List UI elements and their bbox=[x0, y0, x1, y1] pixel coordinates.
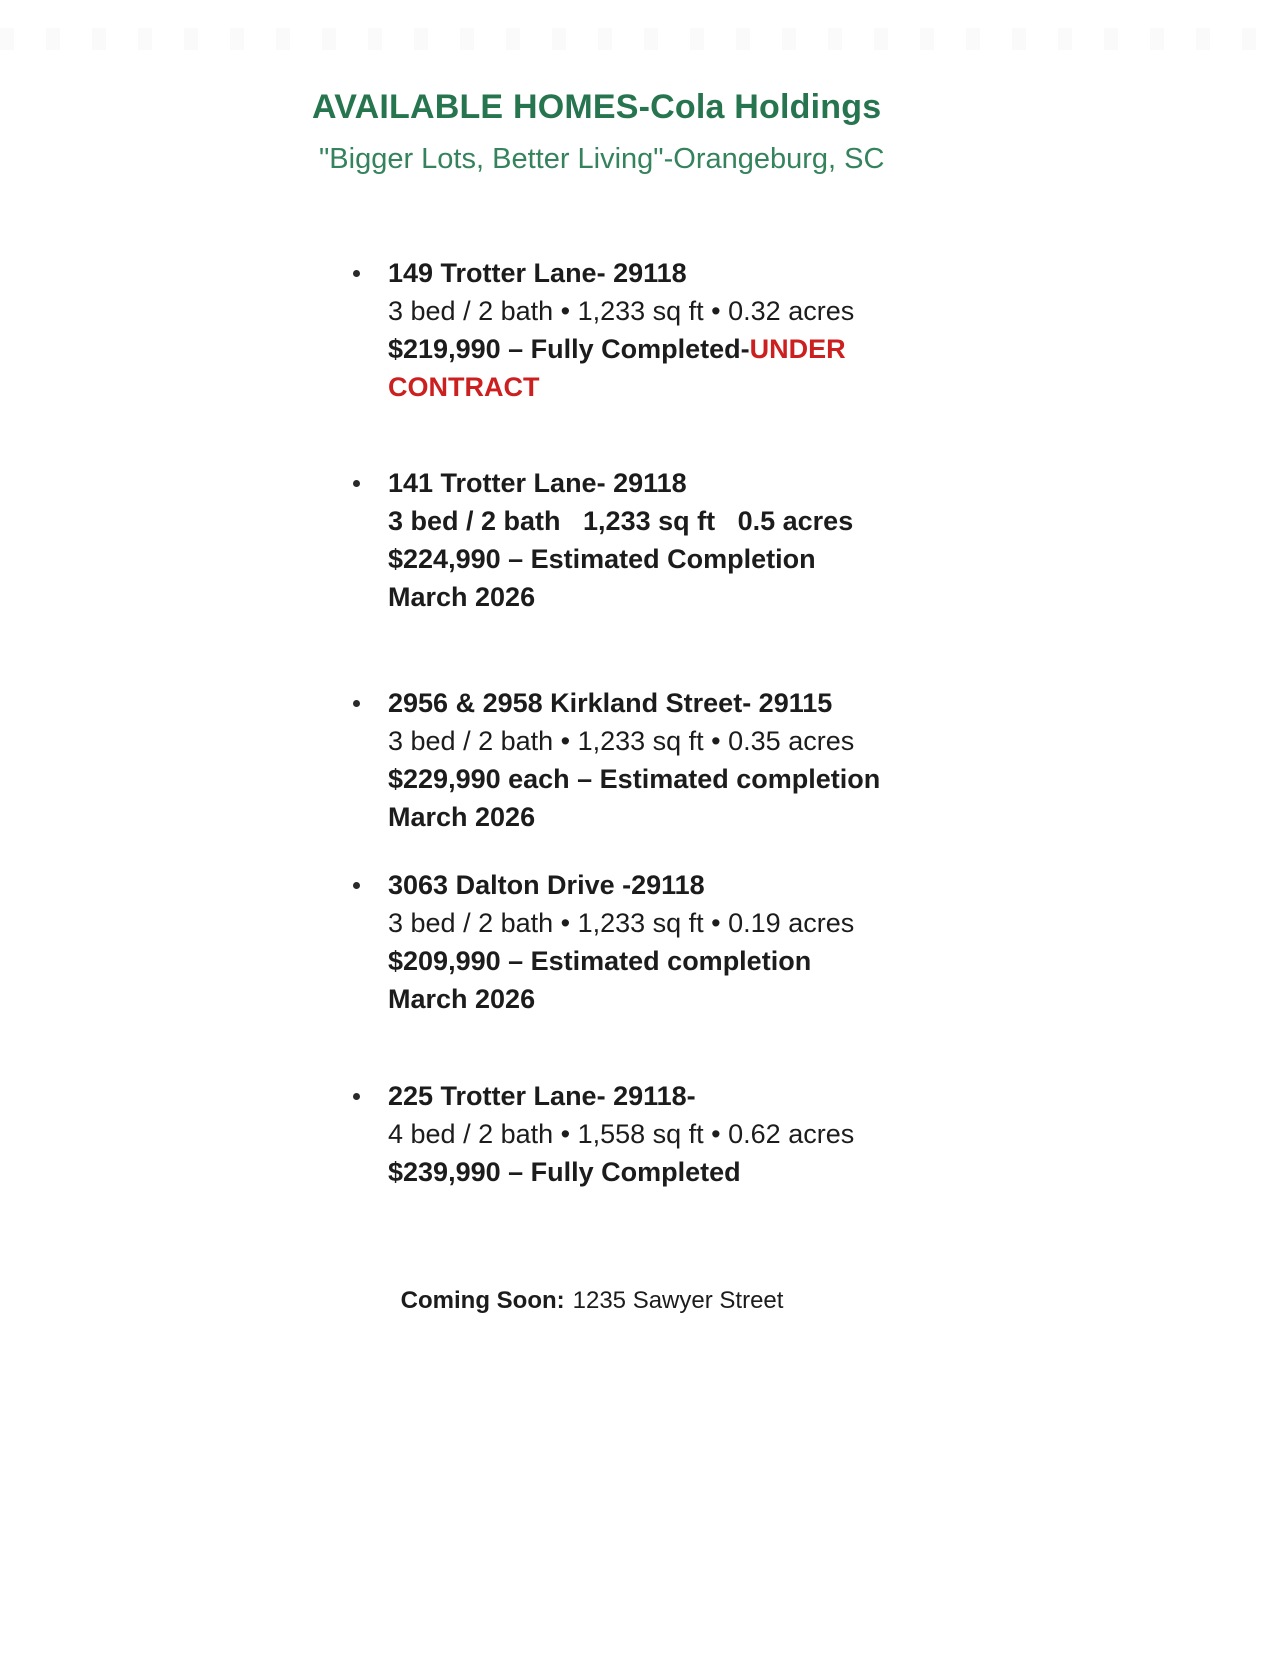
listing-specs: 3 bed / 2 bath 1,233 sq ft 0.5 acres bbox=[388, 506, 854, 536]
page-subtitle: "Bigger Lots, Better Living"-Orangeburg, SC bbox=[319, 143, 885, 175]
listing-specs: 3 bed / 2 bath • 1,233 sq ft • 0.19 acres bbox=[388, 908, 855, 938]
completion-date: March 2026 bbox=[388, 984, 536, 1014]
listing-item bbox=[351, 464, 951, 616]
bullet-icon bbox=[353, 1093, 360, 1100]
listing-specs: 3 bed / 2 bath • 1,233 sq ft • 0.32 acres bbox=[388, 296, 855, 326]
listing-item bbox=[351, 684, 951, 836]
page-title: AVAILABLE HOMES-Cola Holdings bbox=[312, 88, 882, 126]
listing-address: 225 Trotter Lane- 29118- bbox=[388, 1081, 696, 1111]
listing-specs: 3 bed / 2 bath • 1,233 sq ft • 0.35 acres bbox=[388, 726, 855, 756]
listing-address: 141 Trotter Lane- 29118 bbox=[388, 468, 687, 498]
listing-item bbox=[351, 866, 951, 1018]
listing-price bbox=[388, 330, 951, 368]
bullet-icon bbox=[353, 270, 360, 277]
listing-specs: 4 bed / 2 bath • 1,558 sq ft • 0.62 acres bbox=[388, 1119, 855, 1149]
coming-soon-address: 1235 Sawyer Street bbox=[572, 1287, 784, 1314]
listing-item bbox=[351, 254, 951, 406]
bullet-icon bbox=[353, 700, 360, 707]
listing-price: $239,990 – Fully Completed bbox=[388, 1157, 741, 1187]
completion-date: March 2026 bbox=[388, 802, 536, 832]
bullet-icon bbox=[353, 882, 360, 889]
listing-address: 3063 Dalton Drive -29118 bbox=[388, 870, 705, 900]
listing-price-text: $219,990 – Fully Completed- bbox=[388, 334, 750, 364]
completion-date: March 2026 bbox=[388, 582, 536, 612]
listing-price: $209,990 – Estimated completion bbox=[388, 946, 812, 976]
listing-item bbox=[351, 1077, 951, 1191]
scan-noise bbox=[0, 28, 1280, 50]
coming-soon-label: Coming Soon: bbox=[400, 1287, 565, 1314]
listing-price: $229,990 each – Estimated completion bbox=[388, 764, 881, 794]
bullet-icon bbox=[353, 480, 360, 487]
listing-price: $224,990 – Estimated Completion bbox=[388, 544, 816, 574]
coming-soon-line bbox=[374, 1250, 783, 1352]
listing-address: 2956 & 2958 Kirkland Street- 29115 bbox=[388, 688, 833, 718]
listing-address: 149 Trotter Lane- 29118 bbox=[388, 258, 687, 288]
under-contract-status: CONTRACT bbox=[388, 372, 540, 402]
under-contract-status: UNDER bbox=[749, 334, 846, 364]
